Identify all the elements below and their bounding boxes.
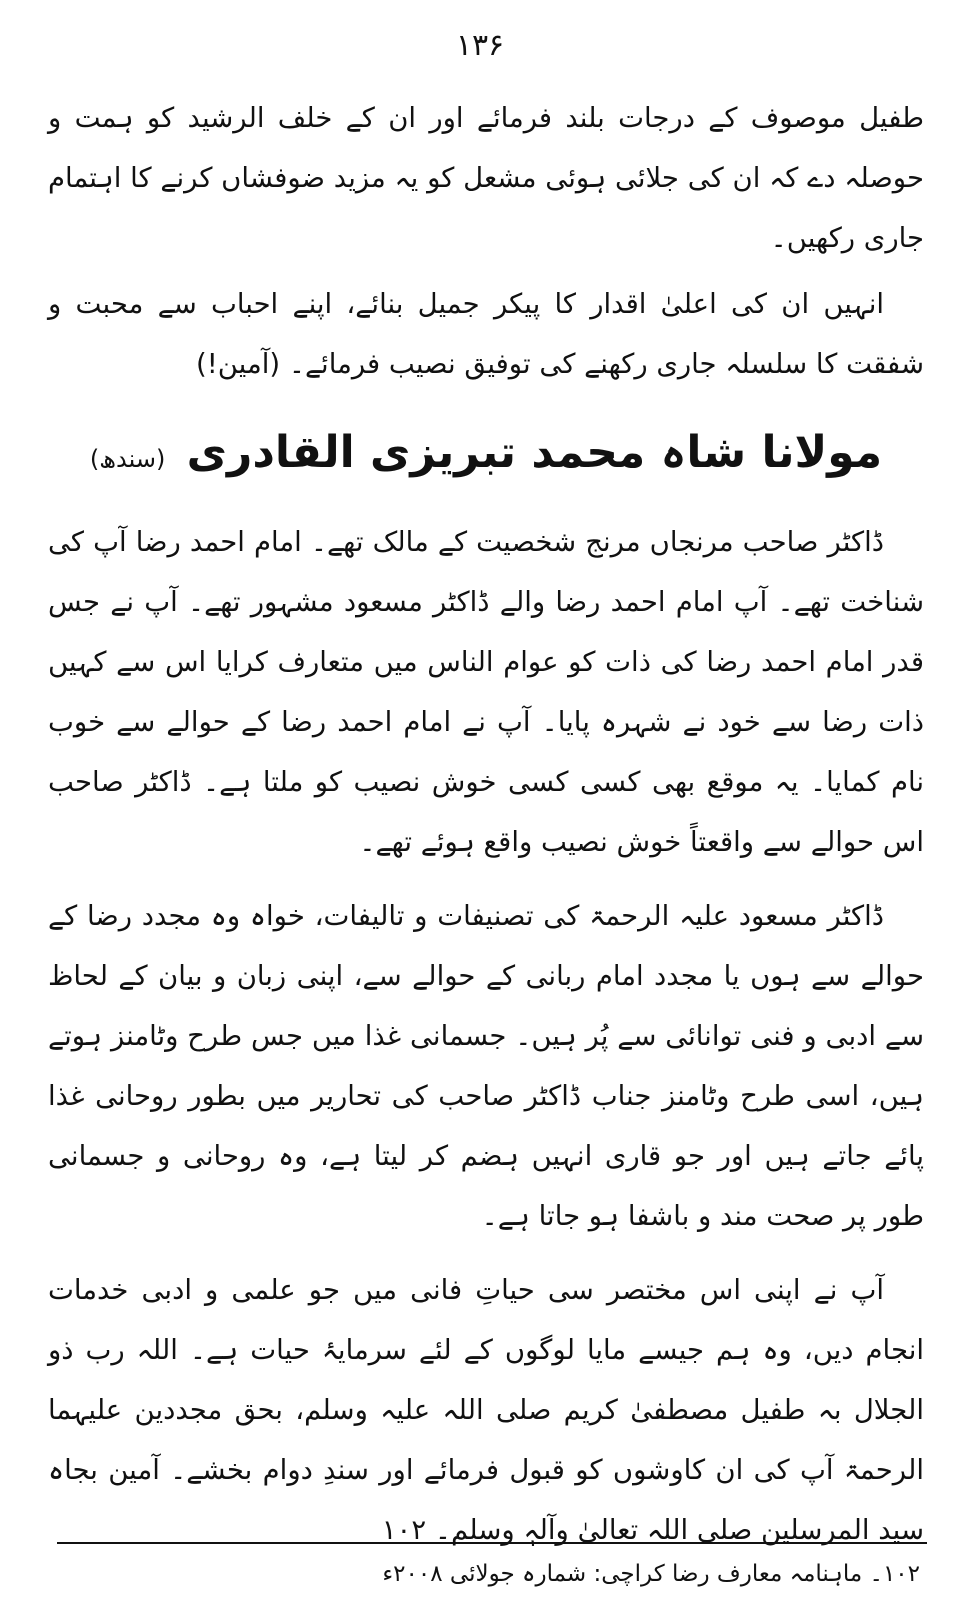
section-heading-region: (سندھ) bbox=[89, 445, 166, 473]
paragraph-tribute: ڈاکٹر صاحب مرنجاں مرنج شخصیت کے مالک تھے۔ امام احمد رضا آپ کی شناخت تھے۔ آپ امام احمد رضا والے ڈاکٹر مسعود مشہور تھے۔ آپ نے جس قدر امام احمد رضا کی ذات کو عوام الناس میں متعارف کرایا اس سے کہیں ذات رضا سے خود نے شہرہ پایا۔ آپ نے امام احمد رضا کے حوالے سے خوب نام کمایا۔ یہ موقع بھی کسی کسی خوش نصیب کو ملتا ہے۔ ڈاکٹر صاحب اس حوالے سے واقعتاً خوش نصیب واقع ہوئے تھے۔ bbox=[48, 526, 924, 858]
paragraph-closing-prayer: آپ نے اپنی اس مختصر سی حیاتِ فانی میں جو علمی و ادبی خدمات انجام دیں، وہ ہم جیسے مایا لوگوں کے لئے سرمایۂ حیات ہے۔ اللہ رب ذو الجلال بہ طفیل مصطفیٰ کریم صلی اللہ علیہ وسلم، بحق مجددین علیہما الرحمۃ آپ کی ان کاوشوں کو قبول فرمائے اور سندِ دوام بخشے۔ آمین بجاہ سید المرسلین صلی اللہ تعالیٰ وآلہٖ وسلم۔ ۱۰۲ bbox=[48, 1274, 924, 1546]
footer-divider bbox=[57, 1542, 927, 1544]
section-heading-title: مولانا شاہ محمد تبریزی القادری bbox=[186, 427, 883, 478]
paragraph-prayer: طفیل موصوف کے درجات بلند فرمائے اور ان کے خلف الرشید کو ہمت و حوصلہ دے کہ ان کی جلائی ہوئی مشعل کو یہ مزید ضوفشاں کرنے کا اہتمام جاری رکھیں۔ bbox=[48, 102, 924, 254]
paragraph-writings: ڈاکٹر مسعود علیہ الرحمۃ کی تصنیفات و تالیفات، خواہ وہ مجدد رضا کے حوالے سے ہوں یا مجدد امام ربانی کے حوالے سے، اپنی زبان و بیان کے لحاظ سے ادبی و فنی توانائی سے پُر ہیں۔ جسمانی غذا میں جس طرح وٹامنز ہوتے ہیں، اسی طرح وٹامنز جناب ڈاکٹر صاحب کی تحاریر میں بطور روحانی غذا پائے جاتے ہیں اور جو قاری انہیں ہضم کر لیتا ہے، وہ روحانی و جسمانی طور پر صحت مند و باشفا ہو جاتا ہے۔ bbox=[48, 900, 924, 1232]
section-heading bbox=[48, 422, 924, 490]
paragraph-prayer-continued: انہیں ان کی اعلیٰ اقدار کا پیکر جمیل بنائے، اپنے احباب سے محبت و شفقت کا سلسلہ جاری رکھنے کی توفیق نصیب فرمائے۔ (آمین!) bbox=[48, 288, 924, 380]
page-number: ۱۳۶ bbox=[455, 28, 505, 63]
page-footer: ۱۰۲۔ ماہنامہ معارف رضا کراچی: شمارہ جولائی ۲۰۰۸ء bbox=[382, 1561, 920, 1587]
page-content bbox=[48, 88, 924, 1560]
